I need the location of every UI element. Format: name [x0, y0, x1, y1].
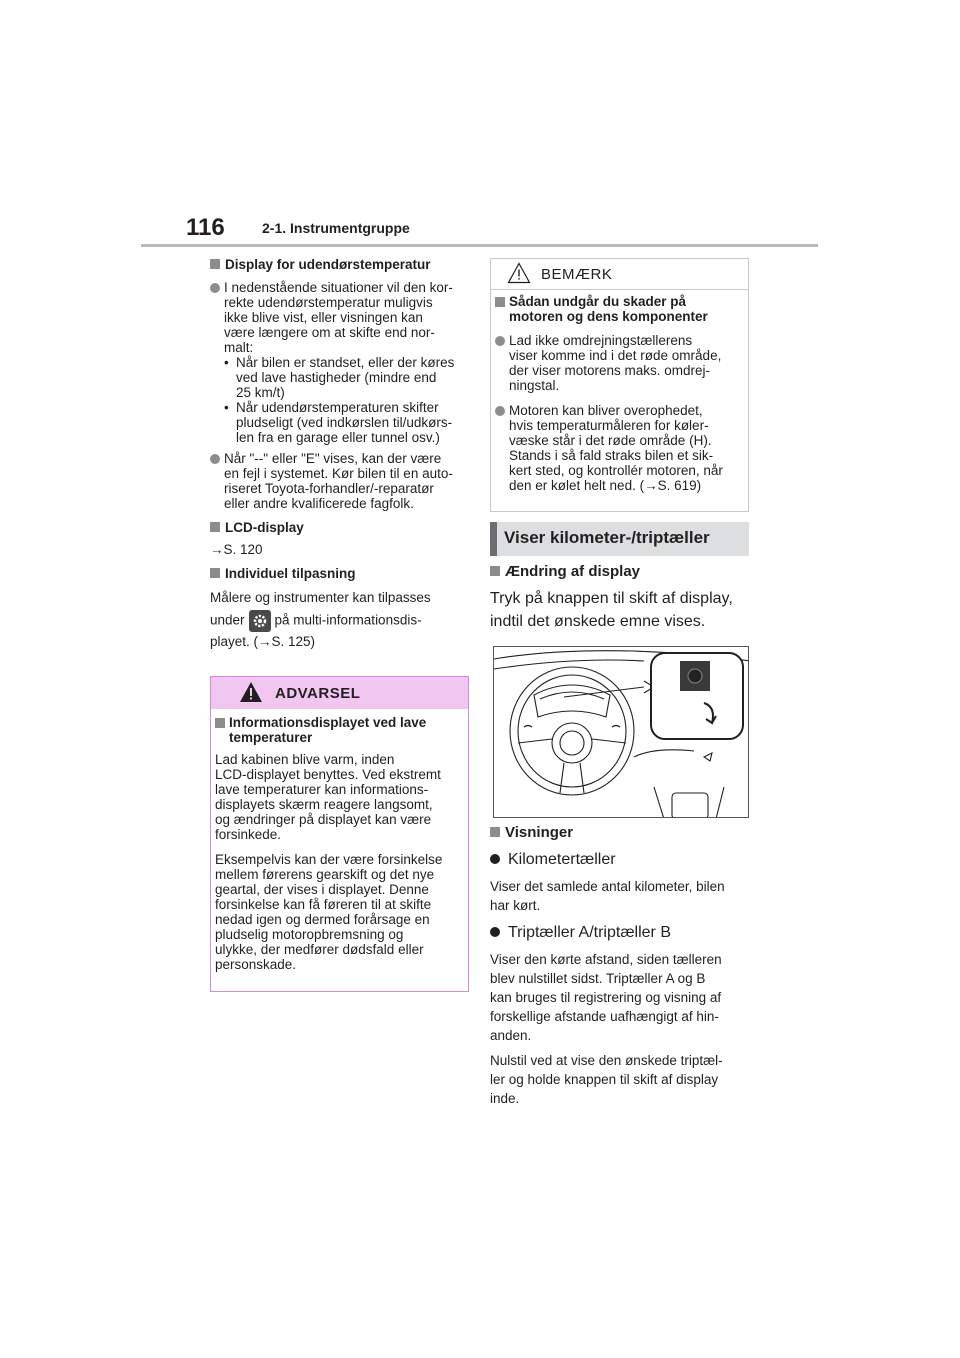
list-item: • Når bilen er standset, eller der køres ved lave hastigheder (mindre end 25 km/t) [224, 355, 455, 400]
warning-header [211, 677, 468, 709]
notice-heading: Sådan undgår du skader på motoren og dens komponenter [495, 294, 744, 324]
section-title-bar [490, 522, 749, 556]
round-bullet-icon [210, 283, 220, 293]
notice-header [491, 259, 748, 289]
paragraph: I nedenstående situationer vil den kor- rekte udendørstemperatur muligvis ikke blive vist, eller visningen kan være længere om at skifte end nor- malt: [210, 280, 472, 355]
warning-box [210, 676, 469, 992]
round-bullet-icon [495, 406, 505, 416]
square-bullet-icon [490, 827, 500, 837]
section-title: Viser kilometer-/triptæller [504, 528, 710, 547]
right-column-lower [490, 824, 755, 1108]
round-bullet-icon [210, 454, 220, 464]
paragraph: Viser den kørte afstand, siden tælleren blev nulstillet sidst. Triptæller A og B kan bruges til registrering og visning af forskellige afstande uafhængigt af hin- anden. [490, 952, 722, 1043]
notice-paragraph: Motoren kan bliver overophedet, hvis temperaturmåleren for køler- væske står i det røde område (H). Stands i så fald straks bilen et sik- kert sted, og kontrollér motoren, når den er kølet helt ned. (→S. 619) [495, 403, 744, 493]
page-number: 116 [186, 214, 225, 241]
square-bullet-icon [215, 718, 225, 728]
section-accent [490, 522, 497, 556]
gear-icon [249, 610, 271, 632]
left-column [210, 257, 472, 652]
section-heading: LCD-display [210, 520, 472, 536]
section-heading: Individuel tilpasning [210, 566, 472, 582]
warning-paragraph: Eksempelvis kan der være forsinkelse mellem førerens gearskift og det nye geartal, der vises i displayet. Denne forsinkelse kan få føreren til at skifte nedad igen og dermed forårsage en pludselig motoropbremsning og ulykke, der medfører dødsfald eller personskade. [215, 852, 443, 972]
chapter-title: 2-1. Instrumentgruppe [262, 220, 410, 236]
paragraph: Viser det samlede antal kilometer, bilen har kørt. [490, 879, 725, 913]
caution-triangle-icon [507, 262, 531, 284]
arrow-icon: → [644, 478, 658, 493]
warning-triangle-icon [239, 681, 263, 703]
warning-heading: Informationsdisplayet ved lave temperaturer [215, 715, 464, 745]
notice-paragraph: Lad ikke omdrejningstællerens viser komme ind i det røde område, der viser motorens maks. omdrej- ningstal. [495, 333, 744, 393]
subsection-heading: Ændring af display [490, 563, 755, 581]
arrow-icon: → [258, 634, 272, 649]
notice-title: BEMÆRK [541, 266, 613, 283]
paragraph: Tryk på knappen til skift af display, indtil det ønskede emne vises. [490, 590, 733, 630]
subsection-heading: Visninger [490, 824, 755, 842]
arrow-icon: → [210, 542, 224, 557]
list-item-heading: Triptæller A/triptæller B [490, 921, 755, 944]
square-bullet-icon [495, 297, 505, 307]
paragraph: Når "--" eller "E" vises, kan der være en fejl i systemet. Kør bilen til en auto- riseret Toyota-forhandler/-reparatør eller andre kvalificerede fagfolk. [210, 451, 472, 511]
header-rule [141, 244, 818, 247]
notice-box [490, 258, 749, 512]
section-heading: Display for udendørstemperatur [210, 257, 472, 273]
list-item: • Når udendørstemperaturen skifter pludseligt (ved indkørslen til/udkørs- len fra en garage eller tunnel osv.) [224, 400, 453, 445]
bullet-icon [490, 854, 500, 864]
dashboard-illustration [493, 646, 749, 818]
bullet-icon [490, 927, 500, 937]
warning-title: ADVARSEL [275, 685, 361, 702]
page-reference[interactable]: →S. 120 [210, 542, 263, 557]
paragraph: Nulstil ved at vise den ønskede triptæl- ler og holde knappen til skift af display inde. [490, 1053, 723, 1106]
round-bullet-icon [495, 336, 505, 346]
right-column [490, 563, 755, 633]
square-bullet-icon [490, 566, 500, 576]
paragraph: Målere og instrumenter kan tilpasses under på multi-informationsdis- playet. (→S. 125) [210, 590, 431, 649]
square-bullet-icon [210, 522, 220, 532]
square-bullet-icon [210, 568, 220, 578]
square-bullet-icon [210, 259, 220, 269]
warning-paragraph: Lad kabinen blive varm, inden LCD-displayet benyttes. Ved ekstremt lave temperaturer kan informations- displayets skærm reagere langsomt, og ændringer på displayet kan være forsinkede. [215, 752, 441, 842]
list-item-heading: Kilometertæller [490, 848, 755, 871]
steering-wheel-illustration [494, 647, 749, 818]
